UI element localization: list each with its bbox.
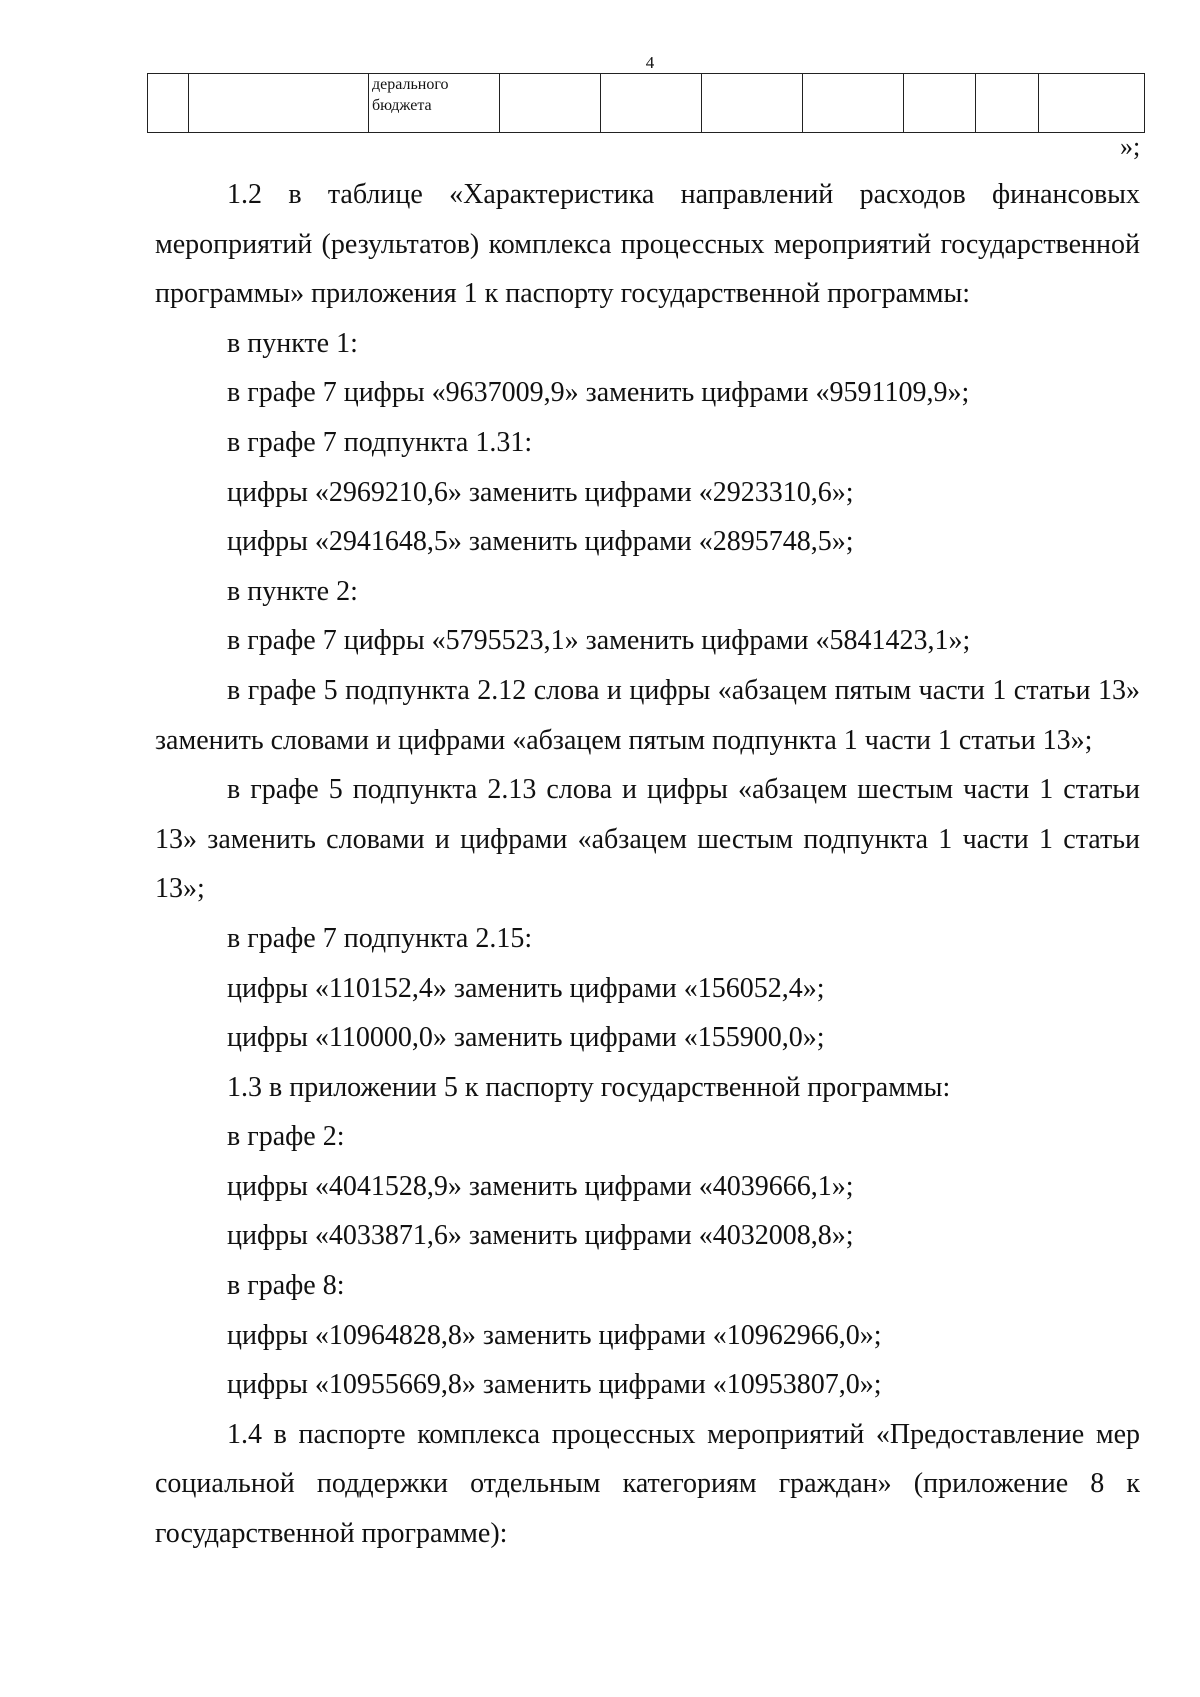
paragraph: цифры «4041528,9» заменить цифрами «4039666,1»; <box>227 1170 854 1202</box>
paragraph: цифры «2969210,6» заменить цифрами «2923310,6»; <box>227 476 854 508</box>
paragraph: цифры «10964828,8» заменить цифрами «10962966,0»; <box>227 1319 882 1351</box>
paragraph: в графе 5 подпункта 2.13 слова и цифры «абзацем шестым части 1 статьи 13» заменить словами и цифрами «абзацем шестым подпункта 1 части 1 статьи 13»; <box>155 774 1140 905</box>
paragraph: цифры «110000,0» заменить цифрами «155900,0»; <box>227 1022 825 1054</box>
paragraph: в пункте 2: <box>227 575 358 607</box>
paragraph: 1.4 в паспорте комплекса процессных мероприятий «Предоставление мер социальной поддержки отдельным категориям граждан» (приложение 8 к государственной программе): <box>155 1418 1140 1550</box>
table-cell <box>148 74 189 133</box>
paragraph: в пункте 1: <box>227 327 358 359</box>
table-cell-funding-source <box>369 74 500 133</box>
paragraph: цифры «2941648,5» заменить цифрами «2895748,5»; <box>227 526 854 558</box>
paragraph: 1.3 в приложении 5 к паспорту государственной программы: <box>227 1071 951 1103</box>
continuation-table <box>147 73 1145 133</box>
paragraph: в графе 8: <box>227 1270 345 1302</box>
table-cell <box>601 74 702 133</box>
paragraph: цифры «110152,4» заменить цифрами «156052,4»; <box>227 972 825 1004</box>
cell-text-line: бюджета <box>372 97 432 114</box>
table-row <box>148 74 1145 133</box>
paragraph: в графе 2: <box>227 1121 345 1153</box>
table-cell <box>702 74 803 133</box>
table-cell <box>976 74 1039 133</box>
table-cell <box>189 74 369 133</box>
table-end-mark: »; <box>1120 132 1141 161</box>
paragraph: цифры «4033871,6» заменить цифрами «4032008,8»; <box>227 1220 854 1252</box>
paragraph: цифры «10955669,8» заменить цифрами «10953807,0»; <box>227 1369 882 1401</box>
paragraph: в графе 7 цифры «9637009,9» заменить цифрами «9591109,9»; <box>227 377 970 409</box>
paragraph: в графе 7 подпункта 2.15: <box>227 922 533 954</box>
paragraph: в графе 5 подпункта 2.12 слова и цифры «абзацем пятым части 1 статьи 13» заменить словами и цифрами «абзацем пятым подпункта 1 части 1 статьи 13»; <box>155 674 1140 756</box>
document-body <box>155 170 1140 1559</box>
paragraph: в графе 7 цифры «5795523,1» заменить цифрами «5841423,1»; <box>227 625 971 657</box>
cell-text-line: дерального <box>372 76 449 93</box>
page-number: 4 <box>645 53 655 72</box>
paragraph: 1.2 в таблице «Характеристика направлений расходов финансовых мероприятий (результатов) комплекса процессных мероприятий государственной программы» приложения 1 к паспорту государственной программы: <box>155 179 1140 310</box>
table-cell <box>803 74 904 133</box>
table-cell <box>500 74 601 133</box>
paragraph: в графе 7 подпункта 1.31: <box>227 426 533 458</box>
table-cell <box>1039 74 1145 133</box>
table-cell <box>904 74 976 133</box>
